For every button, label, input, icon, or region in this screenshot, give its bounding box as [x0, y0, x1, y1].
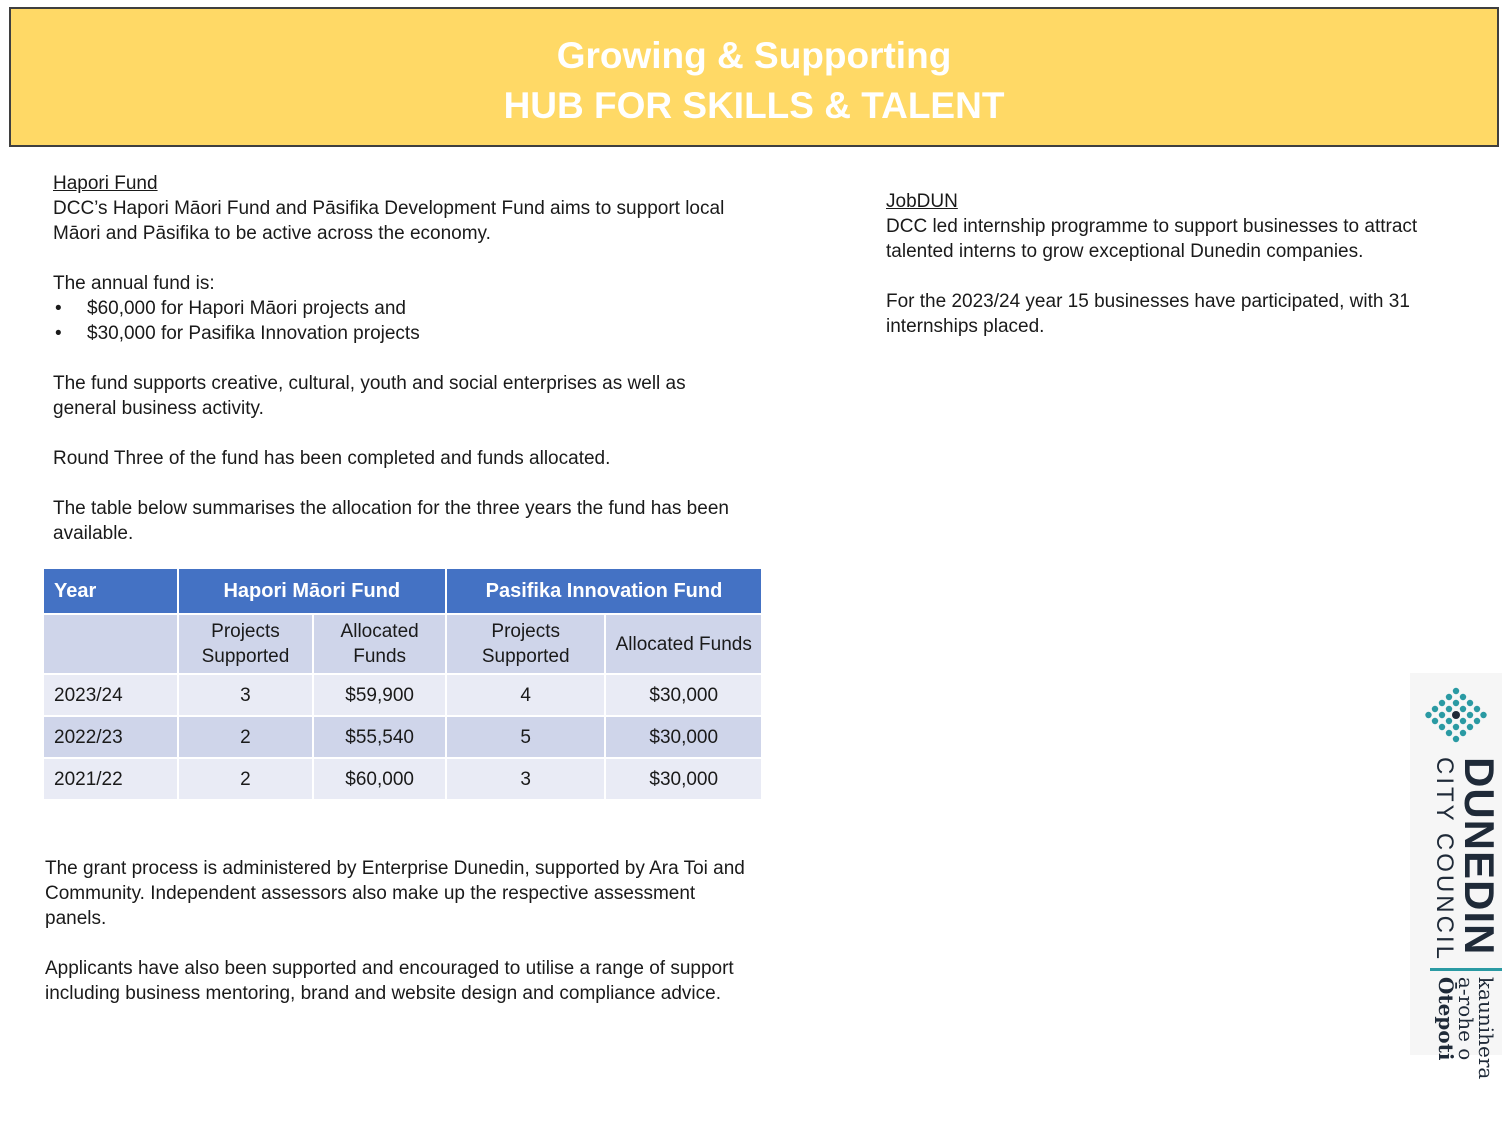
applicants-support-text: Applicants have also been supported and encouraged to utilise a range of support including business mentoring, brand and website design and compliance advice. [45, 958, 734, 1004]
logo-maori-2: a-rohe o [1454, 976, 1478, 1061]
cell-pasifika-funds: $30,000 [605, 758, 762, 800]
list-item-text: $60,000 for Hapori Māori projects and [87, 298, 406, 319]
table-intro-text: The table below summarises the allocation for the three years the fund has been available. [53, 498, 729, 544]
dunedin-city-council-logo [1410, 673, 1503, 1080]
dcc-logo-mark-icon [1425, 685, 1487, 745]
cell-pasifika-funds: $30,000 [605, 674, 762, 716]
header-hapori-fund: Hapori Māori Fund [178, 568, 446, 614]
hapori-fund-section [53, 171, 753, 546]
logo-sub: CITY COUNCIL [1431, 757, 1458, 962]
grant-process-section [45, 856, 750, 1006]
fund-supports-text: The fund supports creative, cultural, youth and social enterprises as well as general business activity. [53, 373, 686, 419]
list-item-text: $30,000 for Pasifika Innovation projects [87, 323, 420, 344]
cell-hapori-projects: 2 [178, 758, 314, 800]
cell-pasifika-funds: $30,000 [605, 716, 762, 758]
cell-hapori-funds: $55,540 [313, 716, 446, 758]
jobdun-intro: DCC led internship programme to support businesses to attract talented interns to grow exceptional Dunedin companies. [886, 216, 1418, 262]
jobdun-section [886, 189, 1446, 339]
header-year: Year [43, 568, 178, 614]
cell-pasifika-projects: 3 [446, 758, 606, 800]
annual-fund-list [53, 296, 753, 346]
grant-process-text: The grant process is administered by Enterprise Dunedin, supported by Ara Toi and Community. Independent assessors also make up the respective assessment panels. [45, 858, 745, 929]
hapori-fund-intro: DCC’s Hapori Māori Fund and Pāsifika Development Fund aims to support local Māori and Pāsifika to be active across the economy. [53, 198, 725, 244]
list-item [53, 296, 753, 321]
subheader-pasifika-projects: Projects Supported [446, 614, 606, 674]
list-item [53, 321, 753, 346]
cell-hapori-funds: $59,900 [313, 674, 446, 716]
cell-hapori-projects: 2 [178, 716, 314, 758]
subheader-hapori-funds: Allocated Funds [313, 614, 446, 674]
subheader-hapori-projects: Projects Supported [178, 614, 314, 674]
table-row [43, 716, 762, 758]
subheader-pasifika-funds: Allocated Funds [605, 614, 762, 674]
banner-title-line1: Growing & Supporting [556, 35, 952, 76]
jobdun-heading: JobDUN [886, 191, 958, 212]
table-subheader-row [43, 614, 762, 674]
table-row [43, 758, 762, 800]
cell-year: 2022/23 [43, 716, 178, 758]
header-pasifika-fund: Pasifika Innovation Fund [446, 568, 762, 614]
logo-divider [1430, 968, 1502, 971]
title-banner [9, 7, 1499, 147]
table-header-row [43, 568, 762, 614]
cell-hapori-funds: $60,000 [313, 758, 446, 800]
bullet-icon: • [55, 298, 62, 319]
fund-allocation-table [42, 567, 763, 801]
table-row [43, 674, 762, 716]
bullet-icon: • [55, 323, 62, 344]
round-three-text: Round Three of the fund has been completed and funds allocated. [53, 448, 611, 469]
cell-year: 2021/22 [43, 758, 178, 800]
logo-maori-3: Ōtepoti [1434, 976, 1458, 1061]
annual-fund-label: The annual fund is: [53, 273, 215, 294]
cell-pasifika-projects: 4 [446, 674, 606, 716]
logo-name: DUNEDIN [1456, 757, 1503, 956]
cell-year: 2023/24 [43, 674, 178, 716]
jobdun-stats: For the 2023/24 year 15 businesses have participated, with 31 internships placed. [886, 291, 1410, 337]
hapori-fund-heading: Hapori Fund [53, 173, 158, 194]
cell-hapori-projects: 3 [178, 674, 314, 716]
banner-title-line2: HUB FOR SKILLS & TALENT [503, 85, 1005, 126]
cell-pasifika-projects: 5 [446, 716, 606, 758]
logo-wordmark [1430, 757, 1502, 1079]
logo-maori-1: kaunihera [1474, 976, 1498, 1080]
